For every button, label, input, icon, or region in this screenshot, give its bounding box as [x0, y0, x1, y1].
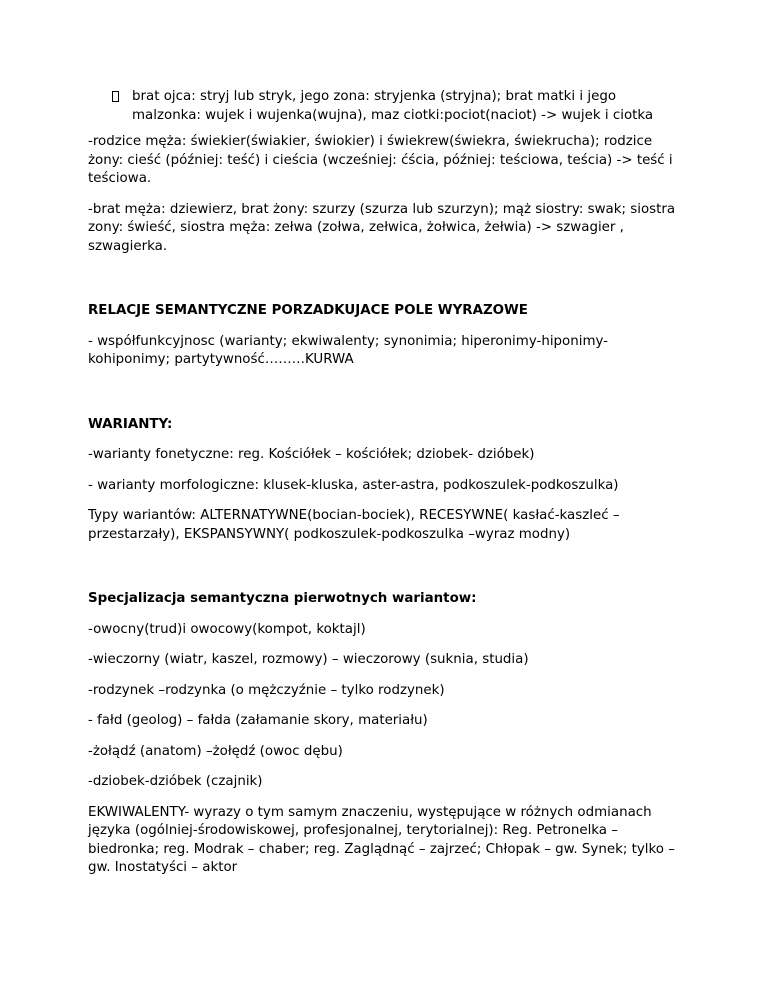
paragraph-equivalents: EKWIWALENTY- wyrazy o tym samym znaczeniu, występujące w różnych odmianach języka (ogólniej-środowiskowej, profesjonalnej, terytorialnej): Reg. Petronelka – biedronka; reg. Modrak – chaber; reg. Zaglądnąć – zajrzeć; Chłopak – gw. Synek; tylko – gw. Inostatyści – aktor: [88, 804, 675, 875]
list-item: -żołądź (anatom) –żołędź (owoc dębu): [88, 743, 343, 759]
spacer: [88, 382, 680, 416]
bullet-item: [88, 88, 680, 125]
list-item: -dziobek-dzióbek (czajnik): [88, 774, 263, 789]
section-heading-variants: WARIANTY:: [88, 416, 173, 432]
bullet-text: brat ojca: stryj lub stryk, jego zona: stryjenka (stryjna); brat matki i jego malzonka: wujek i wujenka(wujna), maz ciotki:pociot(naciot) -> wujek i ciotka: [132, 89, 654, 123]
section-heading-relations: RELACJE SEMANTYCZNE PORZADKUJACE POLE WYRAZOWE: [88, 303, 528, 318]
list-item: -owocny(trud)i owocowy(kompot, koktajl): [88, 621, 366, 637]
paragraph-siblings-in-law: -brat męża: dziewierz, brat żony: szurzy (szurza lub szurzyn); mąż siostry: swak; siostra zony: świeść, siostra męża: zełwa (zołwa, zełwica, żołwica, żełwia) -> szwagier , szwagierka.: [88, 201, 676, 254]
list-item: -wieczorny (wiatr, kaszel, rozmowy) – wieczorowy (suknia, studia): [88, 652, 529, 667]
spacer: [88, 268, 680, 302]
square-bullet-icon: [112, 91, 119, 102]
paragraph-variant-types: Typy wariantów: ALTERNATYWNE(bocian-bociek), RECESYWNE( kasłać-kaszleć –przestarzały), EKSPANSYWNY( podkoszulek-podkoszulka –wyraz modny): [88, 508, 620, 542]
list-item: - fałd (geolog) – fałda (załamanie skory, materiału): [88, 713, 428, 728]
section-heading-specialization: Specjalizacja semantyczna pierwotnych wariantow:: [88, 591, 477, 606]
paragraph-cofunctionality: - współfunkcyjnosc (warianty; ekwiwalenty; synonimia; hiperonimy-hiponimy-kohiponimy; partytywność………KURWA: [88, 333, 609, 367]
paragraph-phonetic-variants: -warianty fonetyczne: reg. Kościółek – kościółek; dziobek- dzióbek): [88, 447, 535, 462]
spacer: [88, 556, 680, 590]
list-item: -rodzynek –rodzynka (o mężczyźnie – tylko rodzynek): [88, 682, 445, 698]
paragraph-parents-in-law: -rodzice męża: świekier(świakier, świokier) i świekrew(świekra, świekrucha); rodzice żony: cieść (później: teść) i cieścia (wcześniej: ćścia, później: teściowa, teścia) -> teść i teściowa.: [88, 134, 673, 186]
paragraph-morphological-variants: - warianty morfologiczne: klusek-kluska, aster-astra, podkoszulek-podkoszulka): [88, 477, 619, 493]
